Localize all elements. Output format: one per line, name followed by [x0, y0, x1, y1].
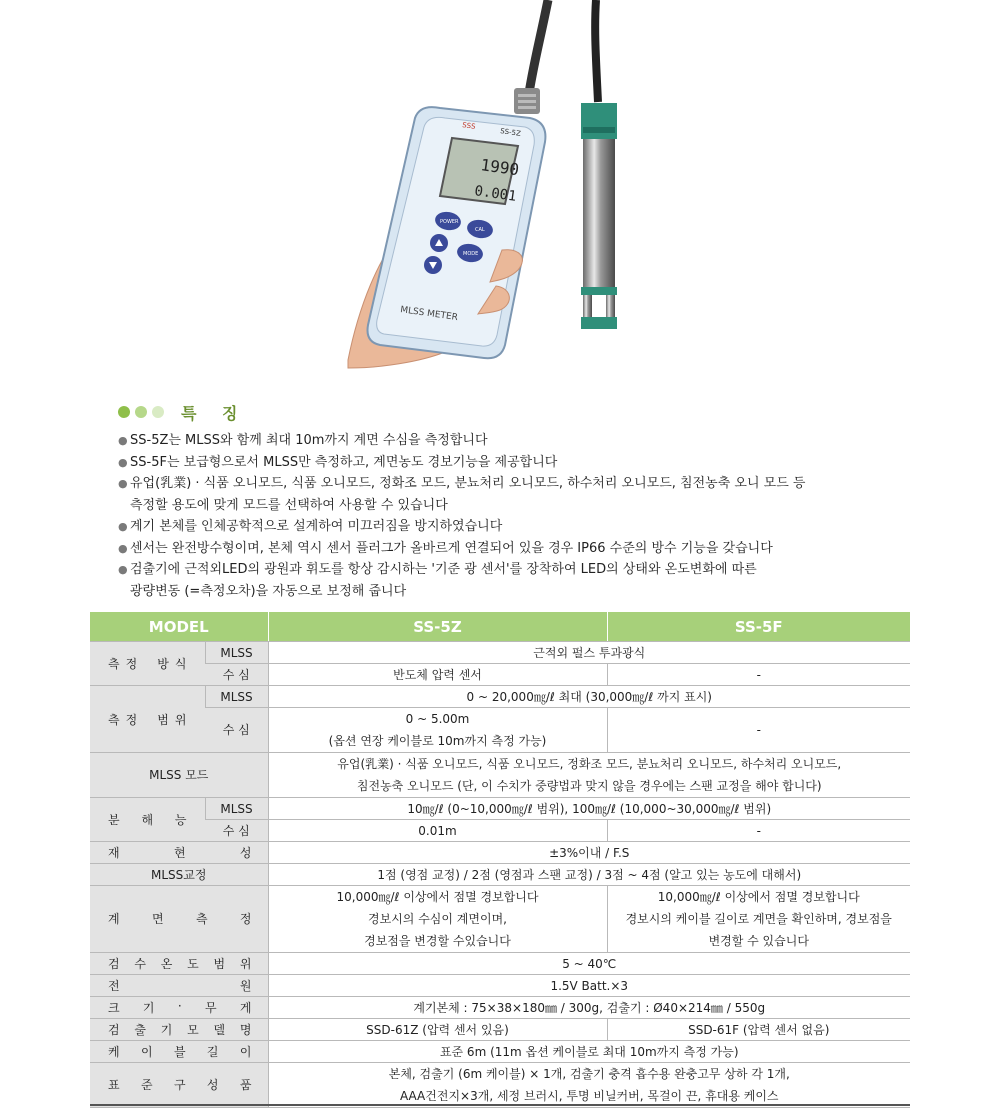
label-water-temp: 검 수 온 도 범 위: [90, 953, 268, 975]
meter-connector: [514, 88, 540, 114]
label-interface: 계 면 측 정: [90, 886, 268, 953]
mlss-meter-device: [368, 107, 546, 358]
svg-text:0.001: 0.001: [473, 183, 518, 205]
label-power: 전 원: [90, 975, 268, 997]
water-temp-value: 5 ~ 40℃: [268, 953, 910, 975]
bullet-icon: ●: [118, 455, 128, 469]
measure-range-depth-ss5z: 0 ~ 5.00m (옵션 연장 케이블로 10m까지 측정 가능): [268, 708, 607, 753]
svg-text:CAL: CAL: [475, 227, 485, 233]
spec-row-water-temp: [90, 953, 910, 975]
svg-text:MODE: MODE: [463, 251, 479, 257]
spec-row-repeatability: [90, 842, 910, 864]
cable-length-value: 표준 6m (11m 옵션 케이블로 최대 10m까지 측정 가능): [268, 1041, 910, 1063]
spec-row-standard-set: [90, 1063, 910, 1108]
label-mlss-mode: MLSS 모드: [90, 753, 268, 798]
detector-model-ss5z: SSD-61Z (압력 센서 있음): [268, 1019, 607, 1041]
spec-row-measure-method: [90, 642, 910, 664]
feature-item: ● 검출기에 근적외LED의 광원과 휘도를 항상 감시하는 '기준 광 센서'를 장착하여 LED의 상태와 온도변화에 따른 광량변동 (=측정오차)을 자동으로 보정해 줍니다: [118, 559, 918, 602]
mlss-sensor-probe: [581, 103, 617, 329]
label-size-weight: 크 기 · 무 게: [90, 997, 268, 1019]
spec-row-resolution-depth: [90, 820, 910, 842]
sub-depth: 수 심: [205, 664, 268, 686]
svg-text:1990: 1990: [479, 155, 521, 180]
sub-mlss: MLSS: [205, 686, 268, 708]
label-measure-method: 측 정 방 식: [90, 642, 205, 686]
label-repeatability: 재 현 성: [90, 842, 268, 864]
measure-method-depth-ss5f: -: [607, 664, 910, 686]
spec-header-row: [90, 612, 910, 642]
detector-model-ss5f: SSD-61F (압력 센서 없음): [607, 1019, 910, 1041]
spec-row-cable-length: [90, 1041, 910, 1063]
features-header: [118, 400, 918, 424]
label-standard-set: 표 준 구 성 품: [90, 1063, 268, 1108]
bullet-icon: ●: [118, 563, 128, 576]
sub-mlss: MLSS: [205, 642, 268, 664]
feature-item: ● SS-5F는 보급형으로서 MLSS만 측정하고, 계면농도 경보기능을 제공합니다: [118, 452, 918, 474]
feature-item: ● SS-5Z는 MLSS와 함께 최대 10m까지 계면 수심을 측정합니다: [118, 430, 918, 452]
spec-row-measure-range: [90, 686, 910, 708]
interface-ss5z: 10,000㎎/ℓ 이상에서 점멸 경보합니다 경보시의 수심이 계면이며, 경보점을 변경할 수있습니다: [268, 886, 607, 953]
size-weight-value: 계기본체 : 75×38×180㎜ / 300g, 검출기 : Ø40×214㎜ / 550g: [268, 997, 910, 1019]
feature-item: ● 유업(乳業) · 식품 오니모드, 식품 오니모드, 정화조 모드, 분뇨처리 오니모드, 하수처리 오니모드, 침전농축 오니 모드 등 측정할 용도에 맞게 모드를 선택하여 사용할 수 있습니다: [118, 473, 918, 516]
label-measure-range: 측 정 범 위: [90, 686, 205, 753]
green-dot-icon: [152, 406, 164, 418]
bullet-icon: ●: [118, 541, 128, 555]
measure-range-mlss: 0 ~ 20,000㎎/ℓ 최대 (30,000㎎/ℓ 까지 표시): [268, 686, 910, 708]
repeatability-value: ±3%이내 / F.S: [268, 842, 910, 864]
feature-item: ● 계기 본체를 인체공학적으로 설계하여 미끄러짐을 방지하였습니다: [118, 516, 918, 538]
spec-row-measure-method-depth: [90, 664, 910, 686]
calibration-value: 1점 (영점 교정) / 2점 (영점과 스팬 교정) / 3점 ~ 4점 (알고 있는 농도에 대해서): [268, 864, 910, 886]
spec-row-measure-range-depth: [90, 708, 910, 753]
features-section: [118, 400, 918, 602]
svg-text:SS-5Z: SS-5Z: [499, 127, 522, 138]
green-dot-icon: [135, 406, 147, 418]
green-dot-icon: [118, 406, 130, 418]
product-photo: [0, 0, 1000, 395]
spec-row-power: [90, 975, 910, 997]
interface-ss5f: 10,000㎎/ℓ 이상에서 점멸 경보합니다 경보시의 케이블 길이로 계면을 확인하며, 경보점을 변경할 수 있습니다: [607, 886, 910, 953]
svg-text:SSS: SSS: [461, 121, 477, 131]
mlss-mode-value: 유업(乳業) · 식품 오니모드, 식품 오니모드, 정화조 모드, 분뇨처리 오니모드, 하수처리 오니모드, 침전농축 오니모드 (단, 이 수치가 중량법과 맞지 않을 경우에는 스팬 교정을 해야 합니다): [268, 753, 910, 798]
spec-row-size-weight: [90, 997, 910, 1019]
header-model: MODEL: [90, 612, 268, 642]
sub-mlss: MLSS: [205, 798, 268, 820]
header-ss5f: SS-5F: [607, 612, 910, 642]
resolution-depth-ss5z: 0.01m: [268, 820, 607, 842]
label-resolution: 분 해 능: [90, 798, 205, 842]
spec-row-resolution: [90, 798, 910, 820]
label-cable-length: 케 이 블 길 이: [90, 1041, 268, 1063]
sub-depth: 수 심: [205, 820, 268, 842]
spec-row-detector-model: [90, 1019, 910, 1041]
feature-item: ● 센서는 완전방수형이며, 본체 역시 센서 플러그가 올바르게 연결되어 있을 경우 IP66 수준의 방수 기능을 갖습니다: [118, 538, 918, 560]
standard-set-value: 본체, 검출기 (6m 케이블) × 1개, 검출기 충격 흡수용 완충고무 상하 각 1개, AAA건전지×3개, 세정 브러시, 투명 비닐커버, 목걸이 끈, 휴대용 케이스: [268, 1063, 910, 1108]
measure-range-depth-ss5f: -: [607, 708, 910, 753]
measure-method-depth-ss5z: 반도체 압력 센서: [268, 664, 607, 686]
label-detector-model: 검 출 기 모 델 명: [90, 1019, 268, 1041]
spec-row-calibration: [90, 864, 910, 886]
header-ss5z: SS-5Z: [268, 612, 607, 642]
features-title: 특 징: [181, 403, 248, 423]
sub-depth: 수 심: [205, 708, 268, 753]
spec-row-interface: [90, 886, 910, 953]
svg-text:POWER: POWER: [440, 219, 459, 225]
label-calibration: MLSS교정: [90, 864, 268, 886]
sensor-cable: [595, 0, 598, 102]
measure-method-mlss: 근적외 펄스 투과광식: [268, 642, 910, 664]
resolution-depth-ss5f: -: [607, 820, 910, 842]
spec-row-mlss-mode: [90, 753, 910, 798]
resolution-mlss: 10㎎/ℓ (0~10,000㎎/ℓ 범위), 100㎎/ℓ (10,000~30,000㎎/ℓ 범위): [268, 798, 910, 820]
features-list: [118, 430, 918, 602]
spec-table: [90, 612, 910, 1108]
bullet-icon: ●: [118, 520, 128, 533]
bullet-icon: ●: [118, 477, 128, 490]
meter-cable: [528, 0, 548, 100]
svg-text:MLSS METER: MLSS METER: [399, 305, 459, 324]
power-value: 1.5V Batt.×3: [268, 975, 910, 997]
bullet-icon: ●: [118, 434, 128, 447]
